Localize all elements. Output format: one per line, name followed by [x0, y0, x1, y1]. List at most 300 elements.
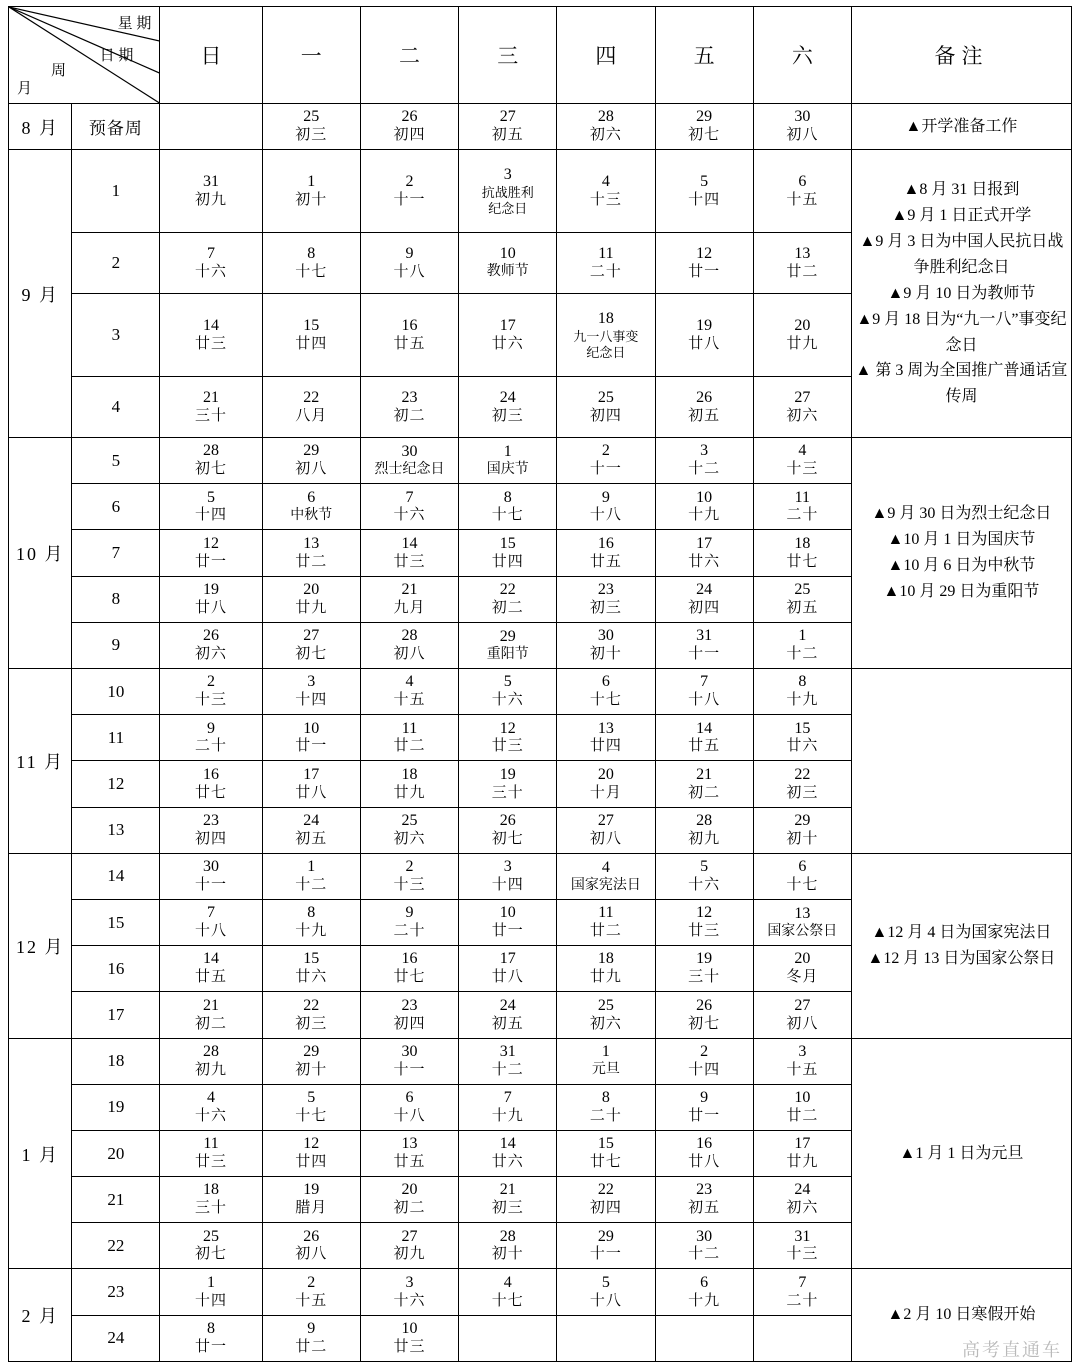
- day-number: 22: [499, 580, 516, 598]
- remark-line: ▲9 月 3 日为中国人民抗日战争胜利纪念日: [859, 232, 1064, 276]
- day-lunar: 初七: [688, 1015, 721, 1032]
- day-lunar: 初三: [491, 407, 524, 424]
- week-number-cell: 14: [72, 853, 160, 899]
- day-lunar: 十四: [688, 191, 721, 208]
- day-lunar: 廿八: [295, 784, 328, 801]
- day-cell: [655, 853, 753, 899]
- day-cell: [459, 484, 557, 530]
- day-lunar: 十四: [195, 507, 228, 524]
- day-number: 19: [696, 950, 713, 968]
- day-number: 15: [794, 719, 811, 737]
- table-row: [9, 853, 1072, 899]
- day-lunar: 初八: [786, 127, 819, 144]
- day-cell: [262, 1084, 360, 1130]
- day-lunar: 十三: [786, 461, 819, 478]
- day-number: 10: [696, 488, 713, 506]
- day-lunar: 十六: [688, 876, 721, 893]
- day-lunar: 二十: [786, 1292, 819, 1309]
- week-number-cell: 11: [72, 715, 160, 761]
- day-cell: [655, 622, 753, 668]
- remark-cell-1: [851, 150, 1071, 438]
- day-lunar: 廿三: [393, 553, 426, 570]
- weekday-header-3: 三: [459, 7, 557, 104]
- day-lunar: 廿六: [491, 1154, 524, 1171]
- day-lunar: 廿三: [195, 1154, 228, 1171]
- day-number: 8: [207, 1320, 216, 1338]
- day-number: 23: [597, 580, 614, 598]
- day-number: 3: [503, 858, 512, 876]
- day-lunar: 廿六: [688, 553, 721, 570]
- day-cell-empty: [160, 104, 262, 150]
- day-number: 26: [203, 627, 220, 645]
- day-lunar: 初七: [295, 646, 328, 663]
- day-number: 20: [794, 316, 811, 334]
- day-lunar: 廿八: [688, 335, 721, 352]
- day-lunar: 初八: [589, 830, 622, 847]
- day-cell: [459, 715, 557, 761]
- day-cell: [753, 233, 851, 294]
- week-number-cell: 18: [72, 1038, 160, 1084]
- day-number: 29: [794, 811, 811, 829]
- day-number: 30: [696, 1227, 713, 1245]
- day-number: 2: [307, 1273, 316, 1291]
- day-number: 28: [499, 1227, 516, 1245]
- remark-line: ▲10 月 29 日为重阳节: [883, 582, 1040, 600]
- day-cell: [459, 761, 557, 807]
- day-lunar: 十四: [688, 1061, 721, 1078]
- day-lunar: 廿四: [491, 553, 524, 570]
- day-cell: [360, 150, 458, 233]
- day-cell: [655, 438, 753, 484]
- day-cell: [557, 853, 655, 899]
- day-number: 4: [207, 1089, 216, 1107]
- day-cell: [459, 233, 557, 294]
- day-lunar: 初六: [195, 646, 228, 663]
- day-cell: [557, 1177, 655, 1223]
- day-number: 11: [598, 904, 614, 922]
- day-number: 2: [405, 858, 414, 876]
- day-lunar: 三十: [195, 1200, 228, 1217]
- day-cell: [262, 150, 360, 233]
- week-number-cell: 19: [72, 1084, 160, 1130]
- day-cell: [160, 1269, 262, 1315]
- day-number: 3: [405, 1273, 414, 1291]
- day-lunar: 二十: [393, 923, 426, 940]
- day-lunar: 初十: [491, 1246, 524, 1263]
- day-number: 7: [405, 488, 414, 506]
- week-number-cell: 预备周: [72, 104, 160, 150]
- day-lunar: 二十: [589, 1107, 622, 1124]
- day-number: 10: [794, 1089, 811, 1107]
- day-cell: [360, 484, 458, 530]
- week-number-cell: 10: [72, 669, 160, 715]
- day-lunar: 廿五: [393, 335, 426, 352]
- remark-cell-0: [851, 104, 1071, 150]
- day-lunar: 初七: [195, 1246, 228, 1263]
- day-number: 27: [499, 108, 516, 126]
- day-number: 26: [696, 996, 713, 1014]
- day-lunar: 十六: [195, 1107, 228, 1124]
- day-lunar: 十五: [393, 692, 426, 709]
- day-number: 8: [307, 244, 316, 262]
- day-lunar: 初五: [491, 1015, 524, 1032]
- week-number-cell: 6: [72, 484, 160, 530]
- day-number: 15: [597, 1135, 614, 1153]
- weekday-header-1: 一: [262, 7, 360, 104]
- day-festival: 国庆节: [486, 461, 529, 477]
- day-lunar: 廿五: [688, 738, 721, 755]
- day-number: 16: [401, 950, 418, 968]
- day-cell: [557, 438, 655, 484]
- header-corner-cell: [9, 7, 160, 104]
- day-cell: [160, 761, 262, 807]
- day-lunar: 十二: [688, 461, 721, 478]
- day-cell: [557, 992, 655, 1038]
- week-number-cell: 15: [72, 899, 160, 945]
- remark-cell-3: [851, 669, 1071, 854]
- day-cell: [360, 946, 458, 992]
- day-cell: [655, 899, 753, 945]
- day-cell: [655, 484, 753, 530]
- day-lunar: 初三: [295, 1015, 328, 1032]
- day-number: 27: [401, 1227, 418, 1245]
- day-number: 15: [303, 950, 320, 968]
- day-lunar: 廿九: [786, 335, 819, 352]
- day-number: 23: [401, 996, 418, 1014]
- day-lunar: 十一: [688, 646, 721, 663]
- month-cell-0: 8 月: [9, 104, 72, 150]
- day-cell: [557, 530, 655, 576]
- day-lunar: 十七: [491, 507, 524, 524]
- day-number: 9: [207, 719, 216, 737]
- day-number: 20: [401, 1181, 418, 1199]
- day-cell: [753, 1223, 851, 1269]
- day-number: 14: [203, 316, 220, 334]
- day-cell: [655, 294, 753, 377]
- weekday-header-0: 日: [160, 7, 262, 104]
- weekday-header-4: 四: [557, 7, 655, 104]
- day-lunar: 三十: [491, 784, 524, 801]
- day-cell: [459, 438, 557, 484]
- day-lunar: 初七: [491, 830, 524, 847]
- day-cell: [160, 899, 262, 945]
- day-lunar: 廿四: [589, 738, 622, 755]
- day-number: 21: [203, 996, 220, 1014]
- day-lunar: 廿七: [589, 1154, 622, 1171]
- day-lunar: 初四: [589, 407, 622, 424]
- day-number: 8: [798, 673, 807, 691]
- remark-line: ▲8 月 31 日报到: [903, 181, 1020, 199]
- day-cell: [160, 438, 262, 484]
- day-lunar: 初二: [491, 599, 524, 616]
- day-lunar: 廿一: [195, 1338, 228, 1355]
- day-number: 28: [597, 108, 614, 126]
- day-cell: [557, 1038, 655, 1084]
- remark-line: ▲9 月 30 日为烈士纪念日: [871, 505, 1052, 523]
- day-cell: [557, 761, 655, 807]
- week-number-cell: 13: [72, 807, 160, 853]
- day-number: 27: [597, 811, 614, 829]
- day-cell: [160, 294, 262, 377]
- day-cell: [360, 530, 458, 576]
- day-cell: [753, 484, 851, 530]
- day-lunar: 初三: [589, 599, 622, 616]
- day-cell: [459, 992, 557, 1038]
- day-cell: [160, 807, 262, 853]
- day-cell: [160, 484, 262, 530]
- day-lunar: 廿六: [786, 738, 819, 755]
- day-number: 9: [405, 904, 414, 922]
- week-number-cell: 4: [72, 377, 160, 438]
- day-cell: [160, 853, 262, 899]
- day-cell: [262, 853, 360, 899]
- day-number: 7: [207, 904, 216, 922]
- table-row: [9, 150, 1072, 233]
- day-number: 4: [601, 172, 610, 190]
- day-cell: [262, 1315, 360, 1361]
- month-cell-2: 10 月: [9, 438, 72, 669]
- day-number: 15: [499, 534, 516, 552]
- day-cell: [459, 1130, 557, 1176]
- day-lunar: 廿一: [195, 553, 228, 570]
- day-number: 16: [696, 1135, 713, 1153]
- day-number: 1: [503, 442, 512, 460]
- table-row: [9, 669, 1072, 715]
- week-number-cell: 20: [72, 1130, 160, 1176]
- day-cell: [557, 1130, 655, 1176]
- day-cell: [557, 622, 655, 668]
- day-number: 28: [401, 627, 418, 645]
- day-lunar: 廿三: [688, 923, 721, 940]
- day-lunar: 初十: [589, 646, 622, 663]
- day-number: 9: [700, 1089, 709, 1107]
- day-cell: [360, 1084, 458, 1130]
- day-lunar: 初四: [393, 127, 426, 144]
- day-number: 28: [203, 1042, 220, 1060]
- day-lunar: 十一: [589, 461, 622, 478]
- corner-week-label: 星 期: [117, 16, 152, 32]
- day-cell: [557, 715, 655, 761]
- day-number: 28: [696, 811, 713, 829]
- day-cell: [360, 622, 458, 668]
- day-cell: [753, 1177, 851, 1223]
- day-number: 1: [207, 1273, 216, 1291]
- day-lunar: 廿六: [295, 969, 328, 986]
- month-cell-1: 9 月: [9, 150, 72, 438]
- day-number: 26: [499, 811, 516, 829]
- day-cell: [160, 576, 262, 622]
- day-cell: [753, 946, 851, 992]
- day-number: 27: [794, 996, 811, 1014]
- day-cell: [753, 1269, 851, 1315]
- day-cell: [655, 377, 753, 438]
- day-lunar: 廿一: [688, 263, 721, 280]
- day-cell: [753, 761, 851, 807]
- day-number: 6: [601, 673, 610, 691]
- day-number: 4: [405, 673, 414, 691]
- day-lunar: 廿九: [786, 1154, 819, 1171]
- day-lunar: 廿二: [589, 923, 622, 940]
- day-number: 11: [794, 488, 811, 506]
- day-cell: [557, 150, 655, 233]
- day-number: 1: [601, 1043, 610, 1061]
- day-lunar: 廿七: [393, 969, 426, 986]
- day-number: 16: [203, 765, 220, 783]
- day-number: 20: [303, 580, 320, 598]
- day-cell: [459, 294, 557, 377]
- day-lunar: 十六: [491, 692, 524, 709]
- day-festival: 重阳节: [486, 646, 529, 662]
- day-lunar: 廿八: [688, 1154, 721, 1171]
- day-cell: [360, 1038, 458, 1084]
- day-number: 5: [207, 488, 216, 506]
- day-cell: [262, 992, 360, 1038]
- day-cell: [557, 1223, 655, 1269]
- day-festival: 教师节: [486, 264, 529, 280]
- day-cell: [262, 622, 360, 668]
- week-number-cell: 23: [72, 1269, 160, 1315]
- day-cell: [557, 807, 655, 853]
- day-lunar: 十五: [786, 191, 819, 208]
- day-cell: [753, 1084, 851, 1130]
- day-cell: [753, 715, 851, 761]
- day-cell: [557, 104, 655, 150]
- day-cell: [753, 150, 851, 233]
- day-number: 5: [307, 1089, 316, 1107]
- day-number: 13: [597, 719, 614, 737]
- day-lunar: 十八: [393, 263, 426, 280]
- day-cell: [655, 992, 753, 1038]
- day-cell-empty: [557, 1315, 655, 1361]
- day-lunar: 廿八: [195, 599, 228, 616]
- day-number: 5: [601, 1273, 610, 1291]
- day-cell: [459, 1084, 557, 1130]
- day-number: 29: [499, 627, 516, 645]
- day-lunar: 十九: [295, 923, 328, 940]
- remark-line: ▲1 月 1 日为元旦: [899, 1144, 1024, 1162]
- day-number: 21: [203, 388, 220, 406]
- week-number-cell: 21: [72, 1177, 160, 1223]
- day-cell: [557, 484, 655, 530]
- day-cell-empty: [655, 1315, 753, 1361]
- day-lunar: 三十: [688, 969, 721, 986]
- day-number: 31: [794, 1227, 811, 1245]
- day-lunar: 廿四: [295, 1154, 328, 1171]
- day-number: 3: [700, 442, 709, 460]
- week-number-cell: 24: [72, 1315, 160, 1361]
- day-number: 22: [303, 996, 320, 1014]
- day-cell: [753, 104, 851, 150]
- week-number-cell: 12: [72, 761, 160, 807]
- day-cell: [160, 1130, 262, 1176]
- day-lunar: 初十: [295, 1061, 328, 1078]
- day-cell: [655, 104, 753, 150]
- day-cell: [655, 1038, 753, 1084]
- day-number: 12: [696, 244, 713, 262]
- week-number-cell: 7: [72, 530, 160, 576]
- day-lunar: 初四: [393, 1015, 426, 1032]
- day-number: 4: [798, 442, 807, 460]
- day-number: 11: [598, 244, 614, 262]
- day-number: 6: [798, 858, 807, 876]
- day-lunar: 十七: [589, 692, 622, 709]
- day-lunar: 初二: [393, 407, 426, 424]
- day-lunar: 十九: [491, 1107, 524, 1124]
- day-number: 12: [203, 534, 220, 552]
- day-number: 25: [597, 388, 614, 406]
- day-lunar: 廿一: [688, 1107, 721, 1124]
- day-cell: [655, 233, 753, 294]
- day-number: 29: [303, 1042, 320, 1060]
- day-lunar: 廿六: [491, 335, 524, 352]
- day-cell: [262, 576, 360, 622]
- day-cell: [360, 104, 458, 150]
- remark-line: ▲9 月 10 日为教师节: [887, 284, 1036, 302]
- day-cell: [655, 1223, 753, 1269]
- day-number: 14: [203, 950, 220, 968]
- day-number: 12: [303, 1135, 320, 1153]
- day-lunar: 初二: [393, 1200, 426, 1217]
- day-cell: [360, 992, 458, 1038]
- day-number: 5: [503, 673, 512, 691]
- day-cell: [262, 715, 360, 761]
- day-number: 30: [794, 108, 811, 126]
- day-cell: [262, 899, 360, 945]
- day-cell: [160, 1084, 262, 1130]
- day-number: 2: [700, 1042, 709, 1060]
- day-cell: [459, 1177, 557, 1223]
- day-number: 22: [303, 388, 320, 406]
- day-number: 17: [303, 765, 320, 783]
- day-cell: [753, 807, 851, 853]
- day-number: 5: [700, 172, 709, 190]
- day-lunar: 廿九: [589, 969, 622, 986]
- day-cell: [160, 946, 262, 992]
- day-number: 18: [794, 534, 811, 552]
- day-number: 19: [696, 316, 713, 334]
- day-number: 13: [303, 534, 320, 552]
- day-cell: [262, 294, 360, 377]
- day-lunar: 十九: [786, 692, 819, 709]
- day-cell: [753, 1130, 851, 1176]
- day-lunar: 廿七: [786, 553, 819, 570]
- day-cell: [557, 576, 655, 622]
- day-number: 31: [203, 172, 220, 190]
- day-cell: [262, 761, 360, 807]
- day-number: 24: [794, 1181, 811, 1199]
- day-cell: [753, 622, 851, 668]
- remark-line: ▲12 月 4 日为国家宪法日: [871, 923, 1052, 941]
- remark-cell-5: [851, 1038, 1071, 1269]
- day-cell: [262, 377, 360, 438]
- day-cell: [753, 992, 851, 1038]
- day-number: 25: [303, 108, 320, 126]
- day-lunar: 初五: [786, 599, 819, 616]
- day-lunar: 廿四: [295, 335, 328, 352]
- day-cell: [655, 150, 753, 233]
- day-lunar: 初三: [786, 784, 819, 801]
- remark-line: ▲10 月 6 日为中秋节: [887, 557, 1036, 575]
- day-lunar: 初六: [786, 1200, 819, 1217]
- day-number: 10: [303, 719, 320, 737]
- day-cell: [655, 946, 753, 992]
- day-number: 6: [405, 1089, 414, 1107]
- day-lunar: 八月: [295, 407, 328, 424]
- day-number: 30: [401, 1042, 418, 1060]
- day-lunar: 二十: [195, 738, 228, 755]
- day-cell: [655, 761, 753, 807]
- month-cell-4: 12 月: [9, 853, 72, 1038]
